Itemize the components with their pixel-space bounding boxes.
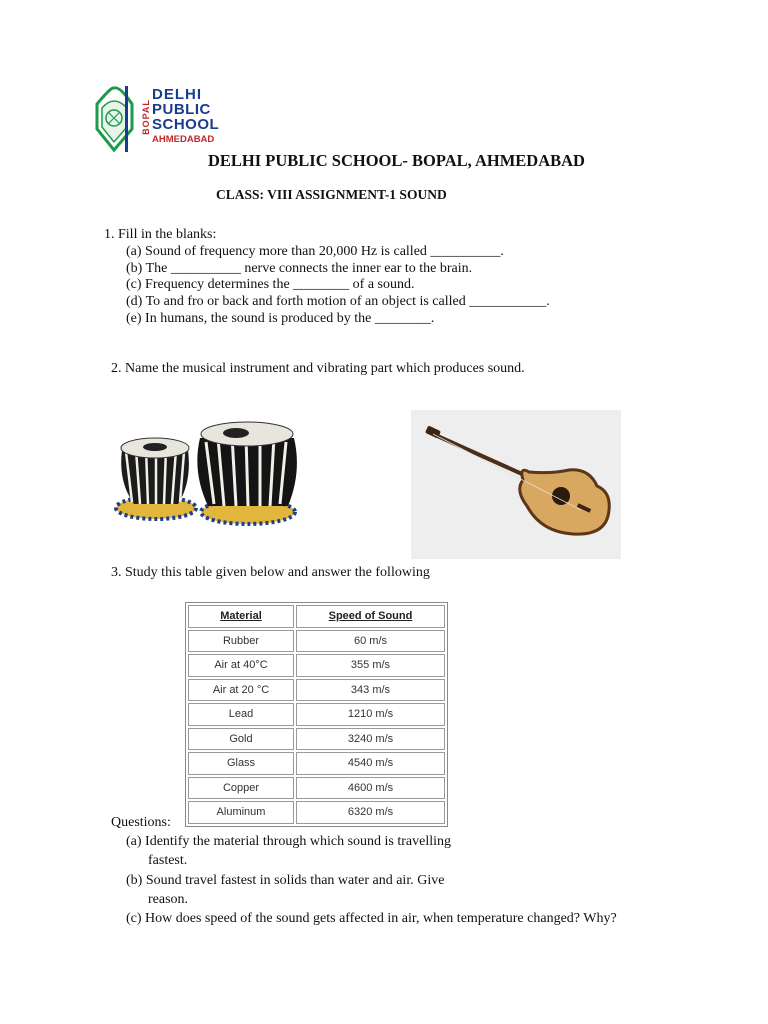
question-3b: (b) Sound travel fastest in solids than water and air. Give xyxy=(126,873,445,888)
assignment-subtitle: CLASS: VIII ASSIGNMENT-1 SOUND xyxy=(216,187,447,202)
question-3c: (c) How does speed of the sound gets affected in air, when temperature changed? Why? xyxy=(126,911,617,926)
table-header: Material xyxy=(188,605,294,628)
table-row xyxy=(188,728,445,751)
table-cell-material: Air at 40°C xyxy=(188,654,294,677)
table-row xyxy=(188,630,445,653)
questions-label: Questions: xyxy=(111,815,171,830)
table-row xyxy=(188,654,445,677)
guitar-icon xyxy=(411,410,621,559)
table-cell-material: Glass xyxy=(188,752,294,775)
table-cell-speed: 60 m/s xyxy=(296,630,445,653)
question-1d: (d) To and fro or back and forth motion of an object is called ___________. xyxy=(126,294,550,309)
question-1e: (e) In humans, the sound is produced by the ________. xyxy=(126,311,435,326)
table-cell-material: Lead xyxy=(188,703,294,726)
table-cell-material: Air at 20 °C xyxy=(188,679,294,702)
table-cell-speed: 1210 m/s xyxy=(296,703,445,726)
tabla-image xyxy=(112,412,298,530)
question-1a: (a) Sound of frequency more than 20,000 Hz is called __________. xyxy=(126,244,504,259)
table-cell-speed: 3240 m/s xyxy=(296,728,445,751)
logo-text-school: SCHOOL xyxy=(152,116,220,133)
table-cell-speed: 355 m/s xyxy=(296,654,445,677)
logo-text-delhi: DELHI xyxy=(152,86,202,103)
logo-text-ahmedabad: AHMEDABAD xyxy=(152,134,215,145)
table-row xyxy=(188,752,445,775)
question-3a: (a) Identify the material through which sound is travelling xyxy=(126,834,452,849)
logo-text-public: PUBLIC xyxy=(152,101,211,118)
table-cell-speed: 4600 m/s xyxy=(296,777,445,800)
table-cell-speed: 343 m/s xyxy=(296,679,445,702)
question-3b-continued: reason. xyxy=(148,892,189,907)
table-cell-material: Gold xyxy=(188,728,294,751)
question-3a-continued: fastest. xyxy=(148,853,188,868)
question-3-title: 3. Study this table given below and answer the following xyxy=(111,565,430,580)
table-header: Speed of Sound xyxy=(296,605,445,628)
guitar-image xyxy=(411,410,621,559)
logo-side-text: BOPAL xyxy=(140,99,151,135)
question-1c: (c) Frequency determines the ________ of a sound. xyxy=(126,277,415,292)
table-header-row xyxy=(188,605,445,628)
table-row xyxy=(188,777,445,800)
page-title: DELHI PUBLIC SCHOOL- BOPAL, AHMEDABAD xyxy=(208,151,585,170)
question-1b: (b) The __________ nerve connects the inner ear to the brain. xyxy=(126,261,473,276)
speed-of-sound-table xyxy=(185,602,448,827)
table-cell-material: Copper xyxy=(188,777,294,800)
table-row xyxy=(188,679,445,702)
table-cell-speed: 4540 m/s xyxy=(296,752,445,775)
table-cell-material: Rubber xyxy=(188,630,294,653)
question-1-title: 1. Fill in the blanks: xyxy=(104,227,217,242)
table-row xyxy=(188,703,445,726)
table-cell-speed: 6320 m/s xyxy=(296,801,445,824)
table-cell-material: Aluminum xyxy=(188,801,294,824)
table-row xyxy=(188,801,445,824)
question-2-title: 2. Name the musical instrument and vibrating part which produces sound. xyxy=(111,361,525,376)
